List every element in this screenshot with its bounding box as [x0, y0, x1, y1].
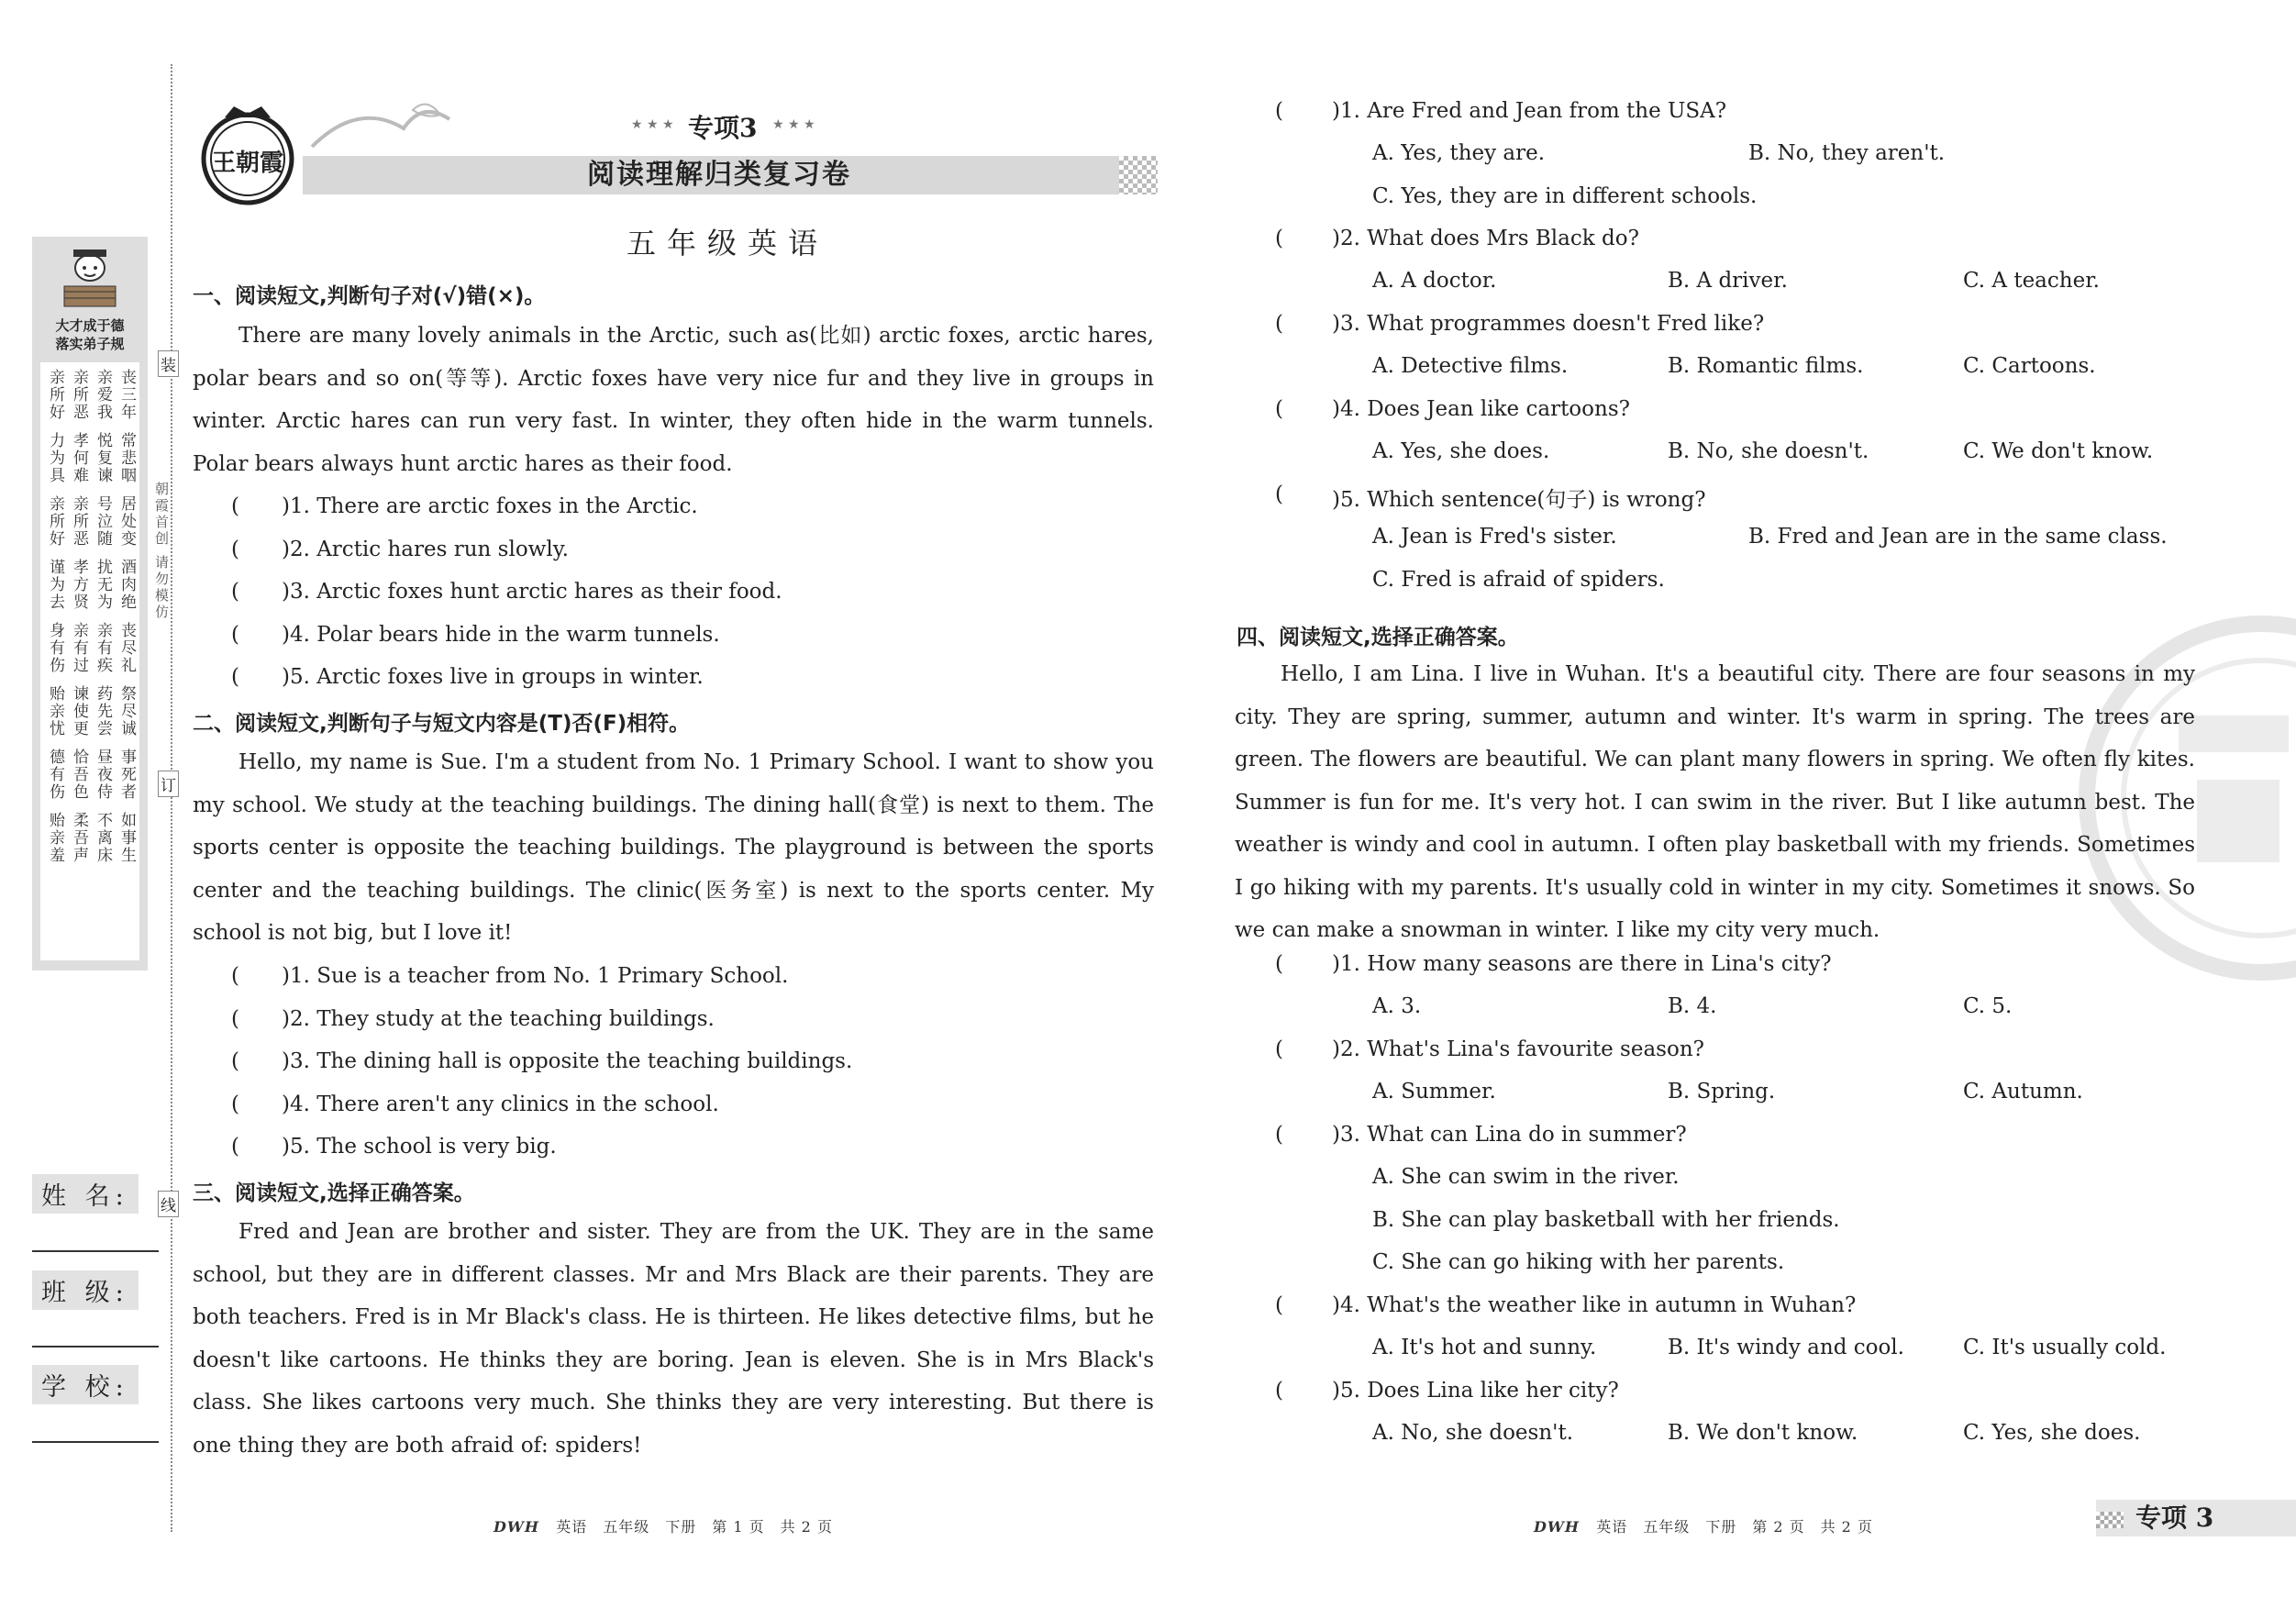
verse-column: 孝何难 — [70, 432, 88, 484]
verse-column: 扰无为 — [94, 559, 112, 611]
section4-heading: 四、阅读短文,选择正确答案。 — [1237, 626, 1519, 649]
question-text: )5. Does Lina like her city? — [1332, 1379, 1619, 1403]
option-a[interactable]: A. 3. — [1372, 994, 1422, 1018]
verse-column: 丧尽礼 — [117, 622, 136, 674]
option-b[interactable]: B. 4. — [1668, 994, 1717, 1018]
verse-column: 亲所恶 — [70, 369, 88, 421]
school-field-line[interactable] — [32, 1441, 159, 1443]
section4-passage: Hello, I am Lina. I live in Wuhan. It's a beautiful city. There are four seasons in my city. They are spring, summer, autumn and winter. It's warm in spring. The trees are green. The flowers are beautiful. We can plant many flowers in spring. We often fly kites. Summer is fun for me. It's very hot. I can swim in the river. But I like autumn best. The weather is windy and cool in autumn. I often play basketball with my friends. Sometimes I go hiking with my parents. It's usually cold in winter in my city. Sometimes it snows. So we can make a snowman in winter. I like my city very much. — [1235, 662, 2195, 942]
question-item[interactable]: ( )1. There are arctic foxes in the Arctic. — [231, 494, 698, 518]
answer-bracket[interactable]: ( — [1275, 952, 1283, 976]
verse-column: 如事生 — [117, 812, 136, 864]
option-b[interactable]: B. We don't know. — [1668, 1421, 1858, 1445]
verse-group — [46, 749, 138, 801]
paper-title: 阅读理解归类复习卷 — [587, 159, 851, 191]
verse-group — [46, 495, 138, 548]
verse-column: 贻亲忧 — [46, 685, 64, 738]
question-item[interactable]: ( )2. They study at the teaching buildings. — [231, 1006, 715, 1031]
verse-column: 不离床 — [94, 812, 112, 864]
answer-bracket[interactable]: ( — [1275, 312, 1283, 336]
question-item[interactable]: ( )4. Polar bears hide in the warm tunnels. — [231, 622, 720, 647]
section1-questions — [231, 485, 782, 699]
footer-right-text: 英语 五年级 下册 第 2 页 共 2 页 — [1596, 1518, 1873, 1536]
question-item[interactable]: ( )4. There aren't any clinics in the school. — [231, 1092, 719, 1116]
sidebar-vertical-note: 朝霞首创 请勿模仿 — [153, 482, 170, 621]
question-text: )3. What can Lina do in summer? — [1332, 1123, 1687, 1147]
answer-bracket[interactable]: ( — [1275, 482, 1283, 506]
verse-column: 丧三年 — [117, 369, 136, 421]
verse-column: 亲所恶 — [70, 495, 88, 548]
verse-group — [46, 622, 138, 674]
verse-column: 居处变 — [117, 495, 136, 548]
verse-column: 恰吾色 — [70, 749, 88, 801]
question-item[interactable]: ( )5. Arctic foxes live in groups in winter. — [231, 665, 704, 689]
verse-column: 悦复谏 — [94, 432, 112, 484]
question-text: )1. How many seasons are there in Lina's city? — [1332, 952, 1832, 976]
header-stars-right: ★ ★ ★ — [772, 117, 815, 132]
section1-heading: 一、阅读短文,判断句子对(√)错(×)。 — [193, 284, 546, 308]
option-b[interactable]: B. No, she doesn't. — [1668, 439, 1869, 463]
answer-bracket[interactable]: ( — [1275, 1123, 1283, 1147]
section1-passage: There are many lovely animals in the Arctic, such as(比如) arctic foxes, arctic hares, polar bears and so on(等等). Arctic foxes have very nice fur and they live in groups in winter. Arctic hares can run very fast. In winter, they often hide in the warm tunnels. Polar bears always hunt arctic hares as their food. — [193, 324, 1154, 476]
option-c[interactable]: C. Fred is afraid of spiders. — [1372, 568, 1665, 592]
option-c[interactable]: C. Autumn. — [1963, 1080, 2083, 1103]
answer-bracket[interactable]: ( — [1275, 1037, 1283, 1061]
verse-group — [46, 812, 138, 864]
ribbon-decoration-icon — [303, 92, 459, 156]
answer-bracket[interactable]: ( — [1275, 1379, 1283, 1403]
option-a[interactable]: A. Summer. — [1372, 1080, 1496, 1103]
question-text: )2. What does Mrs Black do? — [1332, 227, 1639, 250]
tag-checker-decoration — [2096, 1512, 2124, 1528]
verse-column: 事死者 — [117, 749, 136, 801]
verse-column: 常悲咽 — [117, 432, 136, 484]
option-a[interactable]: A. Detective films. — [1372, 354, 1569, 378]
verse-column: 祭尽诚 — [117, 685, 136, 738]
verse-group — [46, 369, 138, 421]
verse-column: 亲有疾 — [94, 622, 112, 674]
verse-column: 谨为去 — [46, 559, 64, 611]
option-c[interactable]: C. She can go hiking with her parents. — [1372, 1250, 1785, 1274]
verse-column: 谏使更 — [70, 685, 88, 738]
school-field-label: 学 校: — [32, 1365, 139, 1404]
option-b[interactable]: B. Spring. — [1668, 1080, 1776, 1103]
footer-left-code: DWH — [494, 1518, 539, 1536]
footer-left — [494, 1515, 833, 1536]
question-text: )2. What's Lina's favourite season? — [1332, 1037, 1704, 1061]
footer-left-text: 英语 五年级 下册 第 1 页 共 2 页 — [556, 1518, 833, 1536]
binding-mark-2: 订 — [158, 771, 179, 797]
section3-passage: Fred and Jean are brother and sister. They are from the UK. They are in the same school, but they are in different classes. Mr and Mrs Black are their parents. They are both teachers. Fred is in Mr Black's class. He is thirteen. He likes detective films, but he doesn't like cartoons. He thinks they are boring. Jean is eleven. She is in Mrs Black's class. She likes cartoons very much. She thinks they are very interesting. But there is one thing they are both afraid of: spiders! — [193, 1220, 1154, 1458]
header-stars-left: ★ ★ ★ — [631, 117, 674, 132]
option-a[interactable]: A. She can swim in the river. — [1372, 1165, 1680, 1189]
verse-column: 孝方贤 — [70, 559, 88, 611]
question-item[interactable]: ( )5. The school is very big. — [231, 1135, 557, 1159]
option-c[interactable]: C. Yes, they are in different schools. — [1372, 184, 1758, 208]
paper-subtitle: 五年级英语 — [627, 226, 829, 261]
binding-mark-1: 装 — [158, 350, 179, 377]
verse-group — [46, 685, 138, 738]
verse-group — [46, 559, 138, 611]
verse-column: 号泣随 — [94, 495, 112, 548]
verse-column: 昼夜侍 — [94, 749, 112, 801]
brand-logo-icon — [197, 99, 298, 209]
class-field-line[interactable] — [32, 1346, 159, 1347]
banner-checker-decoration — [1119, 156, 1158, 194]
option-a[interactable]: A. A doctor. — [1372, 269, 1497, 293]
class-field-label: 班 级: — [32, 1270, 139, 1310]
motto-line-1: 大才成于德 — [55, 317, 125, 334]
verse-column: 药先尝 — [94, 685, 112, 738]
answer-bracket[interactable]: ( — [1275, 397, 1283, 421]
footer-right-code: DWH — [1534, 1518, 1580, 1536]
option-b[interactable]: B. Fred and Jean are in the same class. — [1748, 525, 2168, 549]
verse-column: 身有伤 — [46, 622, 64, 674]
option-a[interactable]: A. Yes, they are. — [1372, 141, 1546, 165]
question-text: )5. Which sentence(句子) is wrong? — [1332, 488, 1706, 512]
verse-column: 柔吾声 — [70, 812, 88, 864]
option-c[interactable]: C. It's usually cold. — [1963, 1336, 2167, 1359]
verse-column: 力为具 — [46, 432, 64, 484]
option-b[interactable]: B. She can play basketball with her friends. — [1372, 1208, 1840, 1232]
answer-bracket[interactable]: ( — [1275, 99, 1283, 123]
question-item[interactable]: ( )3. Arctic foxes hunt arctic hares as their food. — [231, 580, 782, 604]
option-b[interactable]: B. Romantic films. — [1668, 354, 1864, 378]
scholar-mascot-icon — [46, 240, 134, 314]
series-label: 专项3 — [688, 113, 758, 143]
footer-right — [1534, 1515, 1873, 1536]
option-c[interactable]: C. We don't know. — [1963, 439, 2154, 463]
option-a[interactable]: A. It's hot and sunny. — [1372, 1336, 1597, 1359]
verse-column: 德有伤 — [46, 749, 64, 801]
option-c[interactable]: C. 5. — [1963, 994, 2013, 1018]
option-a[interactable]: A. Jean is Fred's sister. — [1372, 525, 1617, 549]
binding-dotted-line — [171, 64, 172, 1532]
answer-bracket[interactable]: ( — [1275, 227, 1283, 250]
question-text: )4. Does Jean like cartoons? — [1332, 397, 1630, 421]
question-text: )4. What's the weather like in autumn in Wuhan? — [1332, 1293, 1857, 1317]
verse-column: 亲所好 — [46, 369, 64, 421]
series-tag: 专项 3 — [2135, 1503, 2214, 1533]
motto-verses — [46, 369, 138, 875]
option-a[interactable]: A. Yes, she does. — [1372, 439, 1550, 463]
verse-column: 亲所好 — [46, 495, 64, 548]
option-a[interactable]: A. No, she doesn't. — [1372, 1421, 1574, 1445]
binding-mark-3: 线 — [158, 1191, 179, 1217]
verse-column: 酒肉绝 — [117, 559, 136, 611]
verse-column: 亲爱我 — [94, 369, 112, 421]
question-text: )1. Are Fred and Jean from the USA? — [1332, 99, 1727, 123]
section3-heading: 三、阅读短文,选择正确答案。 — [193, 1181, 475, 1205]
question-item[interactable]: ( )3. The dining hall is opposite the teaching buildings. — [231, 1049, 853, 1073]
question-text: )3. What programmes doesn't Fred like? — [1332, 312, 1765, 336]
section2-heading: 二、阅读短文,判断句子与短文内容是(T)否(F)相符。 — [193, 712, 691, 736]
option-b[interactable]: B. A driver. — [1668, 269, 1788, 293]
verse-group — [46, 432, 138, 484]
option-c[interactable]: C. Yes, she does. — [1963, 1421, 2141, 1445]
brand-logo-text: 王朝霞 — [211, 150, 284, 177]
option-c[interactable]: C. Cartoons. — [1963, 354, 2096, 378]
verse-column: 亲有过 — [70, 622, 88, 674]
section2-questions — [231, 955, 852, 1169]
option-b[interactable]: B. It's windy and cool. — [1668, 1336, 1904, 1359]
name-field-label: 姓 名: — [32, 1174, 139, 1214]
section4-questions — [1275, 952, 2192, 1466]
section3-questions — [1275, 99, 2192, 613]
answer-bracket[interactable]: ( — [1275, 1293, 1283, 1317]
option-c[interactable]: C. A teacher. — [1963, 269, 2100, 293]
section2-passage: Hello, my name is Sue. I'm a student from No. 1 Primary School. I want to show you my school. We study at the teaching buildings. The dining hall(食堂) is next to them. The sports center is opposite the teaching buildings. The playground is between the sports center and the teaching buildings. The clinic(医务室) is next to the sports center. My school is not big, but I love it! — [193, 750, 1154, 945]
name-field-line[interactable] — [32, 1250, 159, 1252]
question-item[interactable]: ( )1. Sue is a teacher from No. 1 Primary School. — [231, 964, 789, 988]
verse-column: 贻亲羞 — [46, 812, 64, 864]
sidebar-motto — [35, 316, 145, 353]
option-b[interactable]: B. No, they aren't. — [1748, 141, 1946, 165]
question-item[interactable]: ( )2. Arctic hares run slowly. — [231, 537, 569, 561]
motto-line-2: 落实弟子规 — [55, 336, 125, 352]
